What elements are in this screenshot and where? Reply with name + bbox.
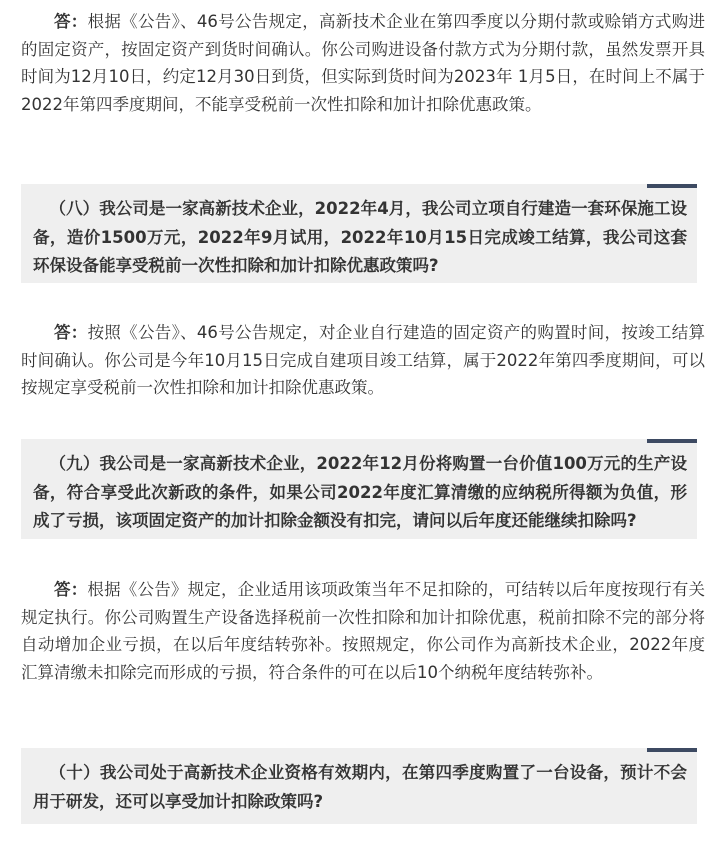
answer-text: 根据《公告》、46号公告规定，高新技术企业在第四季度以分期付款或赊销方式购进的固定资产，按固定资产到货时间确认。你公司购进设备付款方式为分期付款，虽然发票开具时间为12月10日，约定12月30日到货，但实际到货时间为2023年 1月5日，在时间上不属于2022年第四季度期间，不能享受税前一次性扣除和加计扣除优惠政策。 — [21, 12, 705, 114]
answer-paragraph-1 — [21, 8, 705, 118]
answer-text: 按照《公告》、46号公告规定，对企业自行建造的固定资产的购置时间，按竣工结算时间确认。你公司是今年10月15日完成自建项目竣工结算，属于2022年第四季度期间，可以按规定享受税前一次性扣除和加计扣除优惠政策。 — [21, 323, 705, 398]
question-box-9 — [21, 439, 697, 539]
question-text: （八）我公司是一家高新技术企业，2022年4月，我公司立项自行建造一套环保施工设备，造价1500万元，2022年9月试用，2022年10月15日完成竣工结算，我公司这套环保设备能享受税前一次性扣除和加计扣除优惠政策吗? — [33, 199, 687, 275]
question-text: （十）我公司处于高新技术企业资格有效期内，在第四季度购置了一台设备，预计不会用于研发，还可以享受加计扣除政策吗? — [33, 763, 687, 811]
accent-bar — [647, 748, 697, 752]
answer-lead: 答： — [54, 580, 88, 599]
answer-lead: 答： — [54, 12, 88, 31]
answer-paragraph-8 — [21, 319, 705, 402]
answer-lead: 答： — [54, 323, 88, 342]
question-text: （九）我公司是一家高新技术企业，2022年12月份将购置一台价值100万元的生产设备，符合享受此次新政的条件，如果公司2022年度汇算清缴的应纳税所得额为负值，形成了亏损，该项固定资产的加计扣除金额没有扣完，请问以后年度还能继续扣除吗? — [33, 454, 687, 530]
question-box-10 — [21, 748, 697, 824]
answer-paragraph-9 — [21, 576, 705, 686]
accent-bar — [647, 439, 697, 443]
accent-bar — [647, 184, 697, 188]
question-box-8 — [21, 184, 697, 283]
answer-text: 根据《公告》规定，企业适用该项政策当年不足扣除的，可结转以后年度按现行有关规定执行。你公司购置生产设备选择税前一次性扣除和加计扣除优惠，税前扣除不完的部分将自动增加企业亏损，在以后年度结转弥补。按照规定，你公司作为高新技术企业，2022年度汇算清缴未扣除完而形成的亏损，符合条件的可在以后10个纳税年度结转弥补。 — [21, 580, 706, 682]
